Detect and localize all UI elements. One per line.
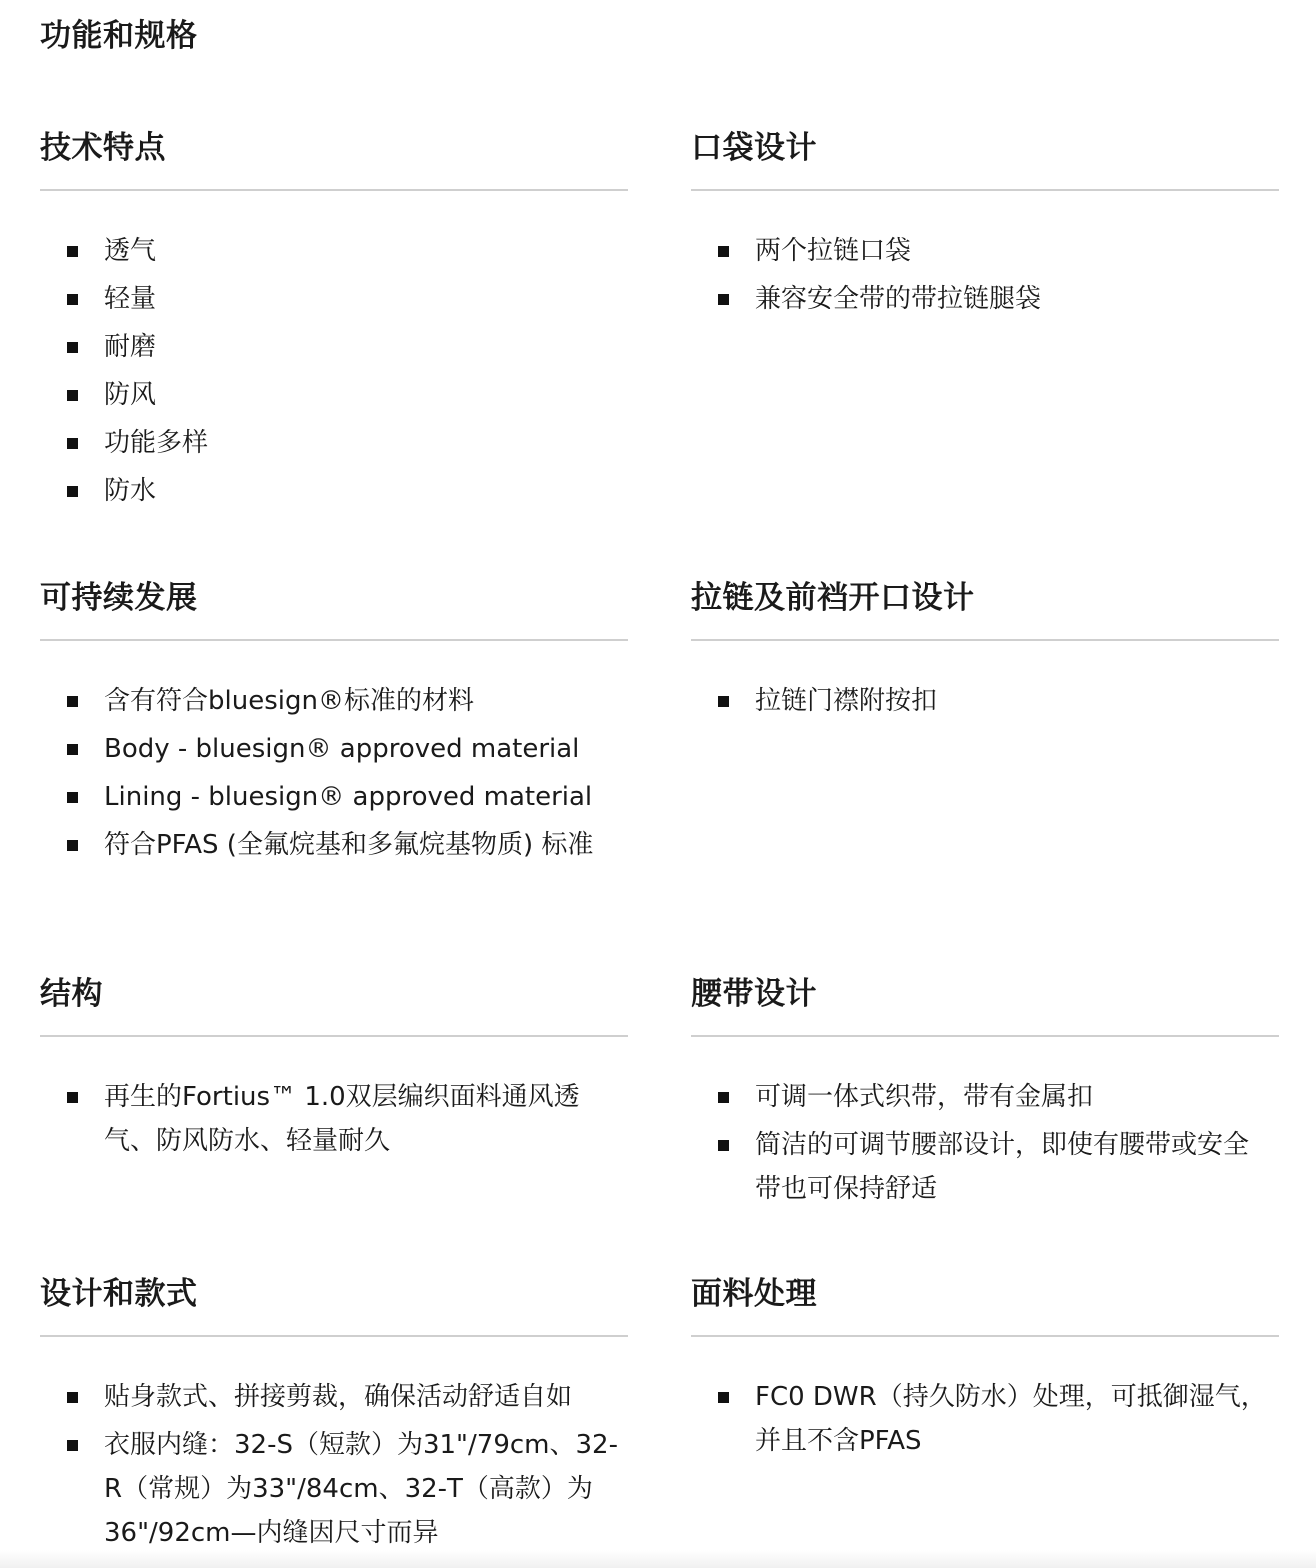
list-item-text: 衣服内缝：32-S（短款）为31"/79cm、32-R（常规）为33"/84cm、32-T（高款）为36"/92cm—内缝因尺寸而异: [104, 1430, 618, 1548]
list-item-text: 符合PFAS (全氟烷基和多氟烷基物质) 标准: [104, 830, 594, 860]
list-item: [691, 1075, 1279, 1119]
list-item: [40, 325, 628, 369]
list-item: [691, 229, 1279, 273]
list-item: [40, 1375, 628, 1419]
feature-list: [691, 1375, 1279, 1463]
list-item-text: 拉链门襟附按扣: [755, 686, 938, 716]
section-sustainability: [40, 578, 628, 871]
square-bullet-icon: [67, 390, 78, 401]
square-bullet-icon: [67, 246, 78, 257]
square-bullet-icon: [718, 1092, 729, 1103]
list-item-text: 防风: [104, 380, 157, 410]
list-item-text: 轻量: [104, 284, 157, 314]
section-title: 口袋设计: [691, 130, 817, 166]
list-item-text: 再生的Fortius™ 1.0双层编织面料通风透气、防风防水、轻量耐久: [104, 1082, 580, 1156]
feature-list: [691, 1075, 1279, 1211]
section-title: 可持续发展: [40, 580, 198, 616]
list-item: [40, 1075, 628, 1163]
list-item-text: 可调一体式织带，带有金属扣: [755, 1082, 1094, 1112]
square-bullet-icon: [718, 246, 729, 257]
square-bullet-icon: [718, 1392, 729, 1403]
section-fabric-treatment: [691, 1274, 1279, 1467]
section-title: 设计和款式: [40, 1276, 198, 1312]
section-title: 拉链及前裆开口设计: [691, 580, 975, 616]
square-bullet-icon: [67, 792, 78, 803]
section-waistband-design: [691, 974, 1279, 1215]
list-item-text: 两个拉链口袋: [755, 236, 912, 266]
list-item-text: FC0 DWR（持久防水）处理，可抵御湿气，并且不含PFAS: [755, 1382, 1267, 1456]
square-bullet-icon: [67, 840, 78, 851]
page-title: 功能和规格: [40, 18, 198, 54]
section-divider: [691, 1035, 1279, 1037]
feature-list: [40, 1375, 628, 1555]
section-zipper-fly: [691, 578, 1279, 727]
list-item-text: 防水: [104, 476, 157, 506]
square-bullet-icon: [718, 696, 729, 707]
list-item-text: 兼容安全带的带拉链腿袋: [755, 284, 1042, 314]
bottom-fade: [0, 1550, 1316, 1568]
section-divider: [40, 1035, 628, 1037]
section-fit-style: [40, 1274, 628, 1559]
list-item-text: 耐磨: [104, 332, 157, 362]
list-item-text: 含有符合bluesign®标准的材料: [104, 686, 474, 716]
feature-list: [691, 679, 1279, 723]
section-divider: [40, 189, 628, 191]
square-bullet-icon: [718, 294, 729, 305]
section-divider: [691, 189, 1279, 191]
list-item: [40, 421, 628, 465]
list-item: [40, 823, 628, 867]
section-divider: [691, 639, 1279, 641]
square-bullet-icon: [67, 696, 78, 707]
list-item-text: Lining - bluesign® approved material: [104, 782, 593, 812]
list-item: [40, 469, 628, 513]
square-bullet-icon: [718, 1140, 729, 1151]
list-item: [40, 679, 628, 723]
section-pocket-design: [691, 128, 1279, 325]
square-bullet-icon: [67, 438, 78, 449]
list-item-text: 贴身款式、拼接剪裁，确保活动舒适自如: [104, 1382, 573, 1412]
list-item-text: 功能多样: [104, 428, 209, 458]
section-title: 面料处理: [691, 1276, 817, 1312]
square-bullet-icon: [67, 486, 78, 497]
section-tech-features: [40, 128, 628, 517]
square-bullet-icon: [67, 294, 78, 305]
list-item: [40, 277, 628, 321]
section-divider: [40, 639, 628, 641]
square-bullet-icon: [67, 1440, 78, 1451]
square-bullet-icon: [67, 1092, 78, 1103]
feature-list: [40, 229, 628, 513]
section-construction: [40, 974, 628, 1167]
section-title: 技术特点: [40, 130, 166, 166]
list-item-text: 简洁的可调节腰部设计，即使有腰带或安全带也可保持舒适: [755, 1130, 1250, 1204]
square-bullet-icon: [67, 342, 78, 353]
list-item-text: 透气: [104, 236, 157, 266]
list-item: [691, 679, 1279, 723]
square-bullet-icon: [67, 744, 78, 755]
list-item: [40, 775, 628, 819]
section-title: 腰带设计: [691, 976, 817, 1012]
list-item: [691, 1123, 1279, 1211]
list-item-text: Body - bluesign® approved material: [104, 734, 580, 764]
list-item: [691, 1375, 1279, 1463]
section-title: 结构: [40, 976, 103, 1012]
section-divider: [691, 1335, 1279, 1337]
list-item: [40, 727, 628, 771]
section-divider: [40, 1335, 628, 1337]
square-bullet-icon: [67, 1392, 78, 1403]
feature-list: [691, 229, 1279, 321]
list-item: [40, 1423, 628, 1555]
list-item: [691, 277, 1279, 321]
list-item: [40, 373, 628, 417]
feature-list: [40, 679, 628, 867]
feature-list: [40, 1075, 628, 1163]
list-item: [40, 229, 628, 273]
